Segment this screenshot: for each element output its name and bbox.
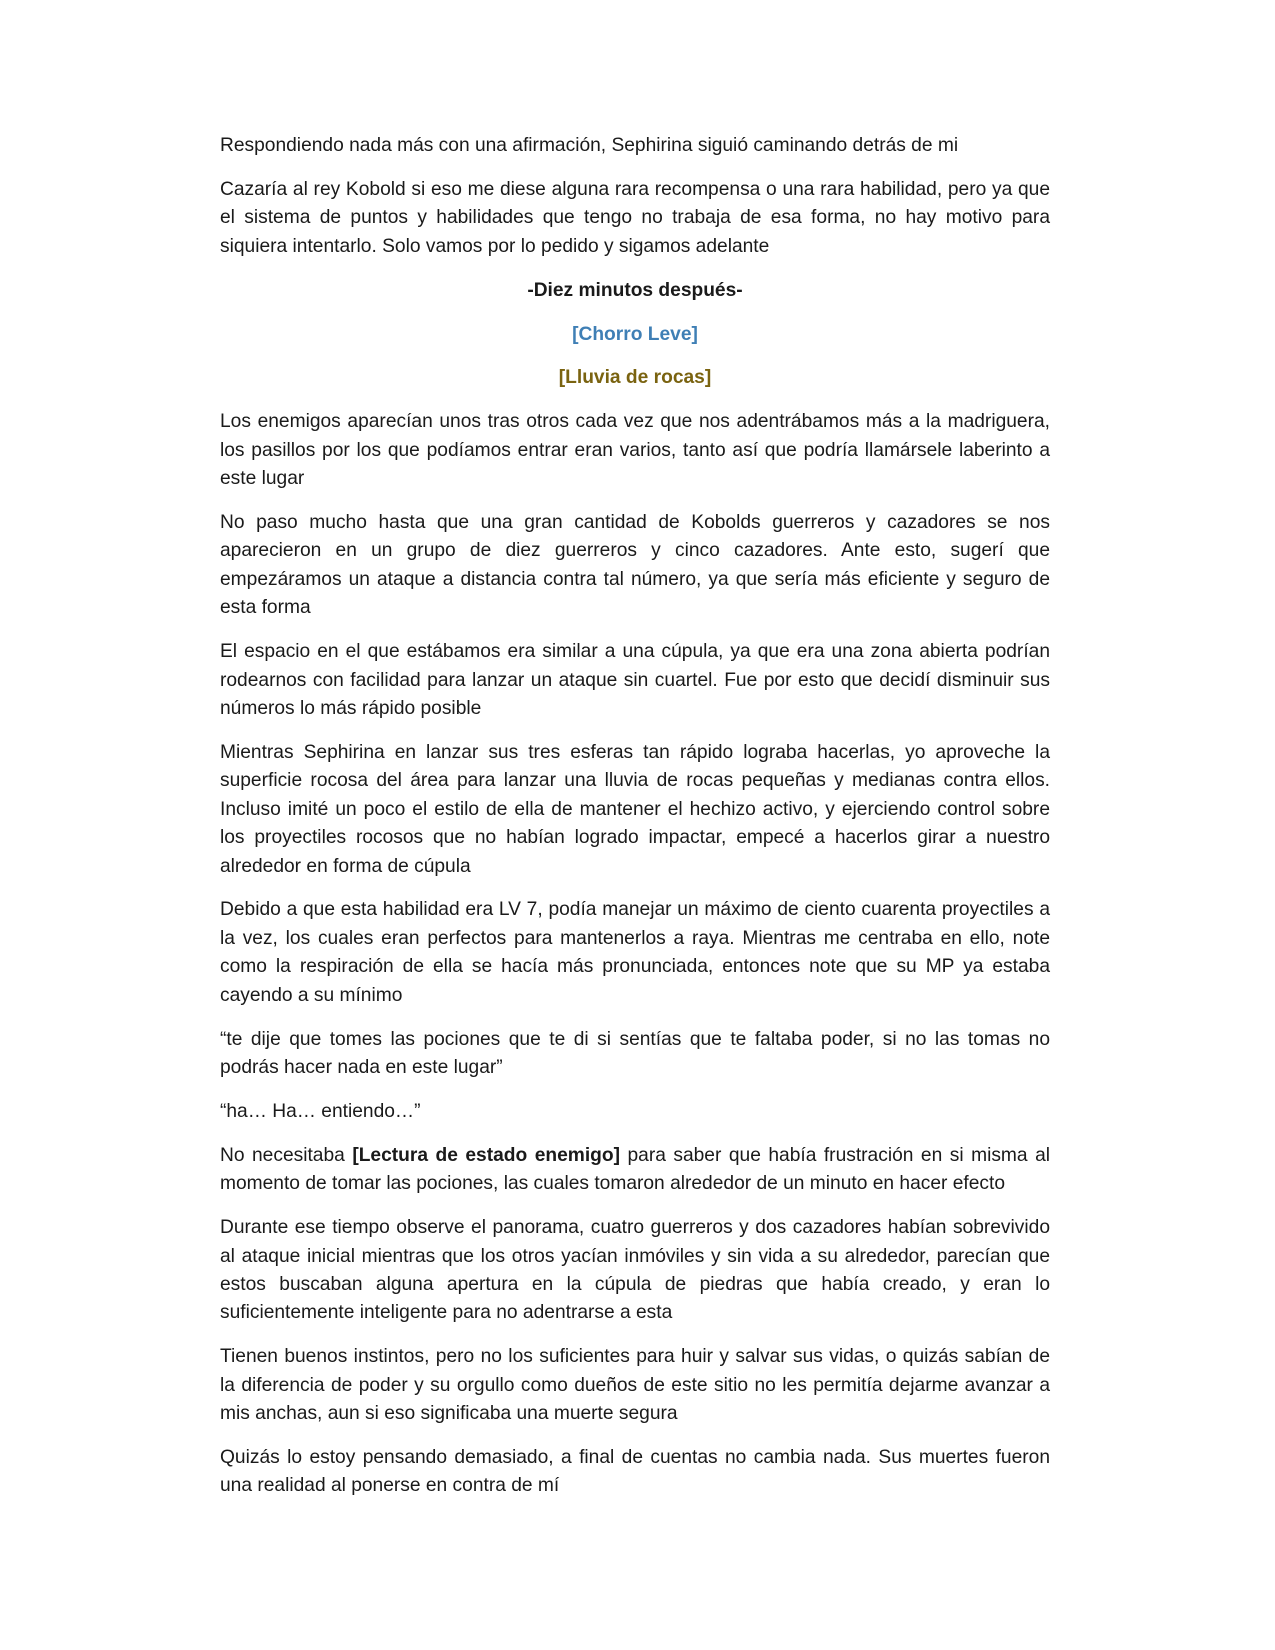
dialogue-paragraph: “te dije que tomes las pociones que te di si sentías que te faltaba poder, si no las tomas no podrás hacer nada en este lugar” [220,1028,1050,1078]
paragraph: No paso mucho hasta que una gran cantidad de Kobolds guerreros y cazadores se nos aparecieron en un grupo de diez guerreros y cinco cazadores. Ante esto, sugerí que empezáramos un ataque a distancia contra tal número, ya que sería más eficiente y seguro de esta forma [220,512,1050,619]
dialogue-paragraph: “ha… Ha… entiendo…” [220,1100,421,1122]
skill-name-lectura-de-estado-enemigo: [Lectura de estado enemigo] [352,1144,620,1166]
paragraph: Los enemigos aparecían unos tras otros cada vez que nos adentrábamos más a la madriguera, los pasillos por los que podíamos entrar eran varios, tanto así que podría llamársele laberinto a este lugar [220,411,1050,490]
skill-name-chorro-leve: [Chorro Leve] [572,323,698,345]
document-page [220,132,1050,1516]
paragraph: Cazaría al rey Kobold si eso me diese alguna rara recompensa o una rara habilidad, pero ya que el sistema de puntos y habilidades que tengo no trabaja de esa forma, no hay motivo para siquiera intentarlo. Solo vamos por lo pedido y sigamos adelante [220,178,1050,257]
skill-name-lluvia-de-rocas: [Lluvia de rocas] [558,367,712,389]
paragraph-text-before: No necesitaba [220,1144,353,1166]
paragraph-text-after: para saber que había frustración en si misma al momento de tomar las pociones, las cuales tomaron alrededor de un minuto en hacer efecto [220,1144,1050,1195]
paragraph: Respondiendo nada más con una afirmación, Sephirina siguió caminando detrás de mi [220,135,959,156]
paragraph: Debido a que esta habilidad era LV 7, podía manejar un máximo de ciento cuarenta proyectiles a la vez, los cuales eran perfectos para mantenerlos a raya. Mientras me centraba en ello, note como la respiración de ella se hacía más pronunciada, entonces note que su MP ya estaba cayendo a su mínimo [220,899,1050,1006]
paragraph: Tienen buenos instintos, pero no los suficientes para huir y salvar sus vidas, o quizás sabían de la diferencia de poder y su orgullo como dueños de este sitio no les permitía dejarme avanzar a mis anchas, aun si eso significaba una muerte segura [220,1346,1050,1425]
paragraph: Mientras Sephirina en lanzar sus tres esferas tan rápido lograba hacerlas, yo aproveche la superficie rocosa del área para lanzar una lluvia de rocas pequeñas y medianas contra ellos. Incluso imité un poco el estilo de ella de mantener el hechizo activo, y ejerciendo control sobre los proyectiles rocosos que no habían logrado impactar, empecé a hacerlos girar a nuestro alrededor en forma de cúpula [220,741,1050,877]
paragraph-with-skill [220,1142,1050,1199]
paragraph: Quizás lo estoy pensando demasiado, a final de cuentas no cambia nada. Sus muertes fueron una realidad al ponerse en contra de mí [220,1446,1050,1497]
paragraph: El espacio en el que estábamos era similar a una cúpula, ya que era una zona abierta podrían rodearnos con facilidad para lanzar un ataque sin cuartel. Fue por esto que decidí disminuir sus números lo más rápido posible [220,641,1050,719]
scene-break-heading: -Diez minutos después- [527,279,743,301]
paragraph: Durante ese tiempo observe el panorama, cuatro guerreros y dos cazadores habían sobrevivido al ataque inicial mientras que los otros yacían inmóviles y sin vida a su alrededor, parecían que estos buscaban alguna apertura en la cúpula de piedras que había creado, y eran lo suficientemente inteligente para no adentrarse a esta [220,1217,1050,1324]
